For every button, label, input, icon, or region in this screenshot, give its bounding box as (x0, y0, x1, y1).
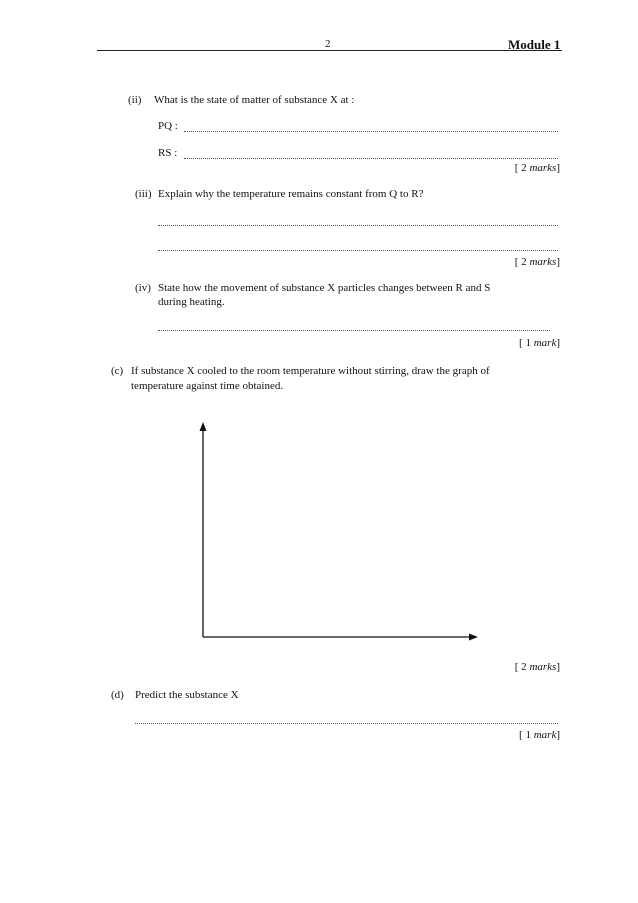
question-iv-text-2: during heating. (158, 296, 225, 308)
question-iii-text: Explain why the temperature remains constant from Q to R? (158, 188, 424, 200)
marks-ii: [ 2 marks] (514, 162, 560, 174)
question-iii-label: (iii) (135, 188, 152, 200)
marks-d: [ 1 mark] (519, 729, 560, 741)
page-number: 2 (325, 38, 331, 50)
answer-pq-label: PQ : (158, 120, 178, 132)
question-iv-text-1: State how the movement of substance X particles changes between R and S (158, 282, 491, 294)
y-axis-arrowhead (200, 422, 207, 431)
module-title: Module 1 (508, 37, 561, 52)
question-d-text: Predict the substance X (135, 689, 239, 701)
question-ii-text: What is the state of matter of substance X at : (154, 94, 355, 106)
question-iv-label: (iv) (135, 282, 151, 294)
marks-c: [ 2 marks] (514, 661, 560, 673)
question-ii-label: (ii) (128, 94, 142, 106)
marks-iii: [ 2 marks] (514, 256, 560, 268)
question-c-text-1: If substance X cooled to the room temperature without stirring, draw the graph of (131, 365, 490, 377)
answer-line-d[interactable] (135, 722, 558, 724)
question-c-label: (c) (111, 365, 124, 377)
marks-iv: [ 1 mark] (519, 337, 560, 349)
x-axis-arrowhead (469, 634, 478, 641)
question-d-label: (d) (111, 689, 124, 701)
answer-rs-label: RS : (158, 147, 178, 159)
question-c-text-2: temperature against time obtained. (131, 380, 284, 392)
